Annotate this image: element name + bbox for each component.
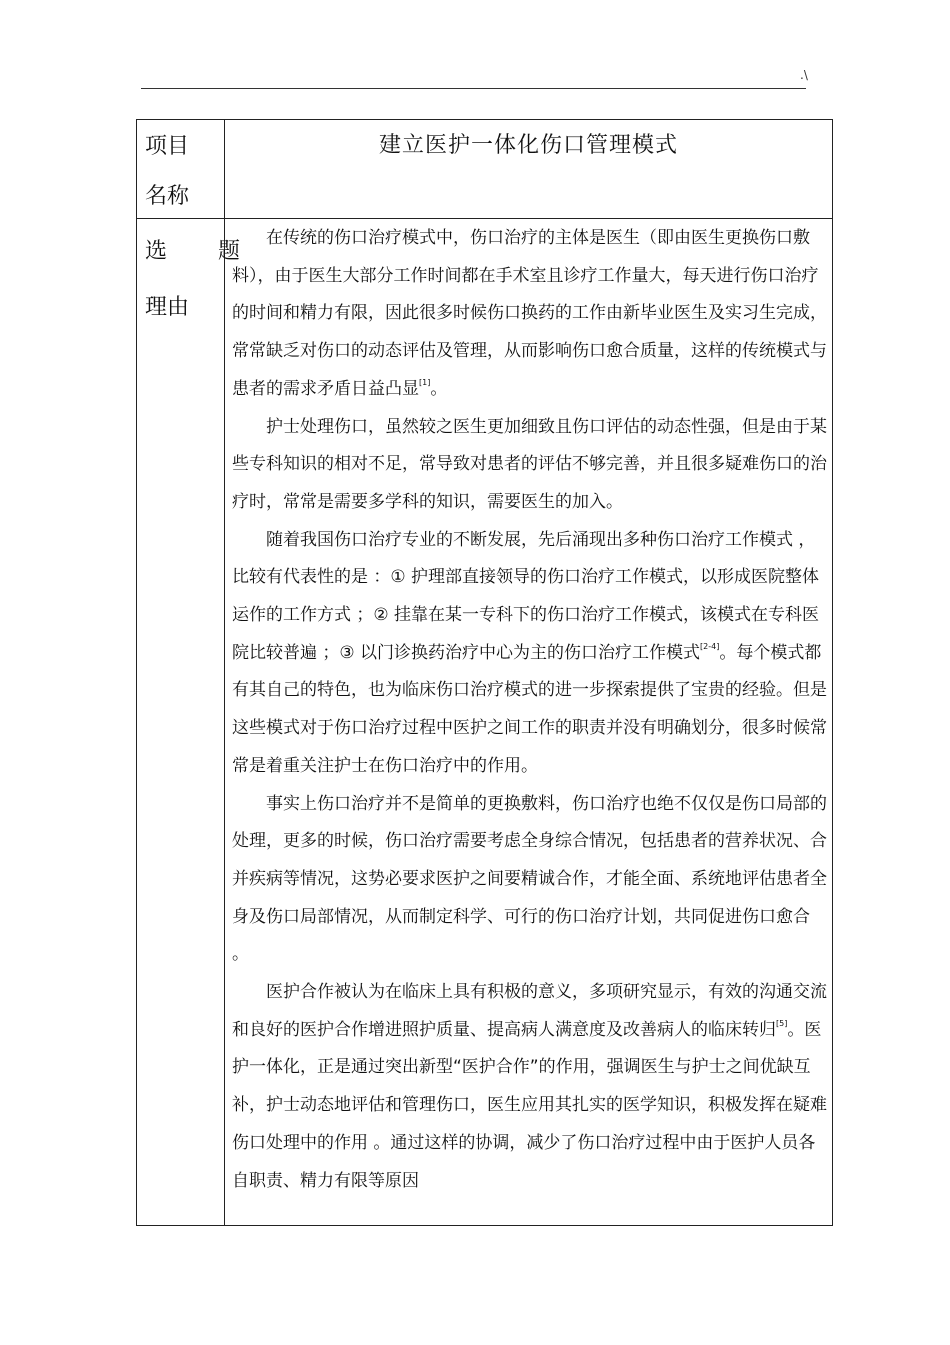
paragraph-tail: 。每个模式都有其自己的特色，也为临床伤口治疗模式的进一步探索提供了宝贵的经验。但是这些模式对于伤口治疗过程中医护之间工作的职责并没有明确划分，很多时候常常是着重关注护士在伤口治疗中的作用。 xyxy=(232,642,827,776)
paragraph-tail: 。 xyxy=(430,378,448,399)
row-divider xyxy=(137,218,832,219)
topic-reason-label-line1: 选 题 xyxy=(145,239,262,264)
citation: [1] xyxy=(419,377,431,387)
paragraph-text: 护士处理伤口，虽然较之医生更加细致且伤口评估的动态性强，但是由于某些专科知识的相对不足，常导致对患者的评估不够完善，并且很多疑难伤口的治疗时，常常是需要多学科的知识，需要医生的加入。 xyxy=(232,416,827,512)
topic-reason-body xyxy=(232,220,832,1200)
project-name-label-line1: 项目 xyxy=(145,134,190,159)
header-rule xyxy=(141,88,806,89)
paragraph xyxy=(232,220,832,409)
citation: [2-4] xyxy=(700,641,720,651)
paragraph-text: 医护合作被认为在临床上具有积极的意义，多项研究显示，有效的沟通交流和良好的医护合作增进照护质量、提高病人满意度及改善病人的临床转归 xyxy=(232,982,827,1040)
paragraph-text: 事实上伤口治疗并不是简单的更换敷料，伤口治疗也绝不仅仅是伤口局部的处理，更多的时候，伤口治疗需要考虑全身综合情况，包括患者的营养状况、合并疾病等情况，这势必要求医护之间要精诚合作，才能全面、系统地评估患者全身及伤口局部情况，从而制定科学、可行的伤口治疗计划，共同促进伤口愈合 。 xyxy=(232,793,827,965)
paragraph xyxy=(232,409,832,522)
topic-reason-label-line2: 理由 xyxy=(145,295,190,320)
project-name-label xyxy=(145,122,189,222)
paragraph-text: 在传统的伤口治疗模式中，伤口治疗的主体是医生（即由医生更换伤口敷料），由于医生大部分工作时间都在手术室且诊疗工作量大，每天进行伤口治疗的时间和精力有限，因此很多时候伤口换药的工作由新毕业医生及实习生完成，常常缺乏对伤口的动态评估及管理，从而影响伤口愈合质量，这样的传统模式与患者的需求矛盾日益凸显 xyxy=(232,228,827,399)
paragraph-tail: 。医护一体化，正是通过突出新型“医护合作”的作用，强调医生与护士之间优缺互补，护士动态地评估和管理伤口，医生应用其扎实的医学知识，积极发挥在疑难伤口处理中的作用 。通过这样的协调，减少了伤口治疗过程中由于医护人员各自职责、精力有限等原因 xyxy=(232,1019,827,1191)
project-title: 建立医护一体化伤口管理模式 xyxy=(378,133,678,158)
citation: [5] xyxy=(776,1018,788,1028)
paragraph-text: 随着我国伤口治疗专业的不断发展，先后涌现出多种伤口治疗工作模式 ，比较有代表性的是 ：① 护理部直接领导的伤口治疗工作模式，以形成医院整体运作的工作方式 ；② 挂靠在某一专科下的伤口治疗工作模式，该模式在专科医院比较普遍 ；③ 以门诊换药治疗中心为主的伤口治疗工作模式 xyxy=(232,529,820,663)
project-name-label-line2: 名称 xyxy=(145,184,190,209)
paragraph xyxy=(232,786,832,975)
paragraph xyxy=(232,974,832,1200)
paragraph xyxy=(232,522,832,786)
header-mark: .\ xyxy=(800,68,808,82)
proposal-table xyxy=(136,119,833,1226)
